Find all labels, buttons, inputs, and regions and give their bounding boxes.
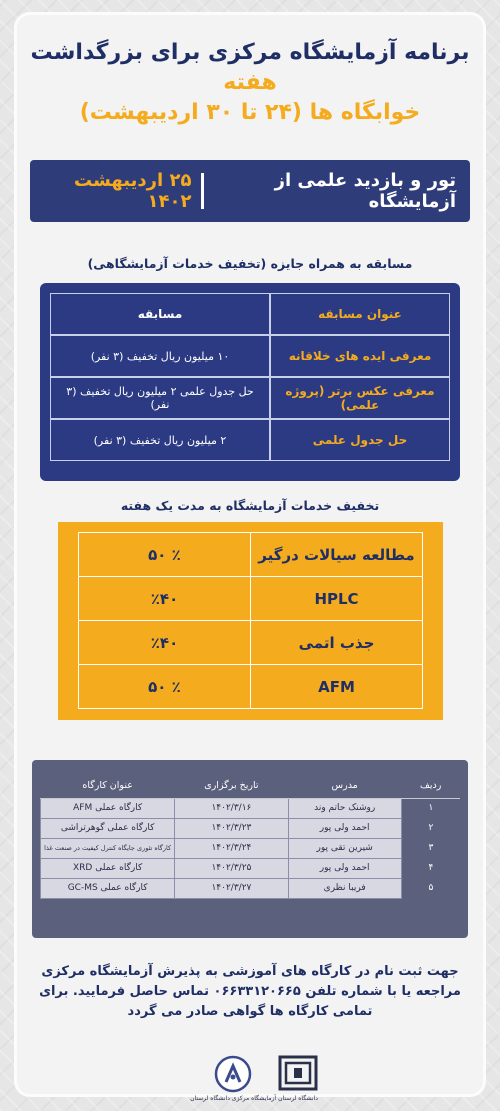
contest-header-row: [50, 293, 450, 335]
ws-title: کارگاه عملی گوهرتراشی: [41, 818, 175, 838]
contest-prize: ۲ میلیون ریال تخفیف (۳ نفر): [50, 419, 270, 461]
table-row: [41, 818, 461, 838]
table-row: [41, 878, 461, 898]
discount-row: [79, 665, 423, 709]
tour-separator: [201, 173, 204, 209]
discount-percent: ٪۴۰: [79, 577, 251, 621]
contest-table-box: [40, 283, 460, 481]
discount-row: [79, 577, 423, 621]
ws-teacher: شیرین تقی پور: [288, 838, 401, 858]
ws-date: ۱۴۰۲/۳/۲۷: [175, 878, 288, 898]
ws-num: ۲: [401, 818, 460, 838]
workshop-table-box: [32, 760, 468, 938]
contest-row: [50, 335, 450, 377]
table-row: [41, 838, 461, 858]
discount-service: AFM: [251, 665, 423, 709]
university-logo: [276, 1053, 320, 1102]
ws-title: کارگاه عملی AFM: [41, 798, 175, 818]
contest-row: [50, 377, 450, 419]
tour-date: ۲۵ اردیبهشت ۱۴۰۲: [74, 170, 192, 212]
logos: [190, 1046, 320, 1102]
workshop-header-row: [41, 774, 461, 798]
ws-header-title: عنوان کارگاه: [41, 774, 175, 798]
ws-title: کارگاه تئوری جایگاه کنترل کیفیت در صنعت غذا: [41, 838, 175, 858]
ws-num: ۴: [401, 858, 460, 878]
discount-percent: ٪ ۵۰: [79, 665, 251, 709]
ws-num: ۳: [401, 838, 460, 858]
discount-row: [79, 621, 423, 665]
university-emblem-icon: [276, 1053, 320, 1093]
tour-banner: [30, 160, 470, 222]
discount-row: [79, 533, 423, 577]
central-lab-logo: [190, 1055, 276, 1102]
ws-date: ۱۴۰۲/۳/۲۴: [175, 838, 288, 858]
contest-title: حل جدول علمی: [270, 419, 450, 461]
central-lab-emblem-icon: [214, 1055, 252, 1093]
contest-prize: ۱۰ میلیون ریال تخفیف (۳ نفر): [50, 335, 270, 377]
ws-teacher: فریبا نظری: [288, 878, 401, 898]
contest-section-title: مسابقه به همراه جایزه (تخفیف خدمات آزمایشگاهی): [87, 256, 413, 271]
discount-service: مطالعه سیالات درگیر: [251, 533, 423, 577]
contest-prize: حل جدول علمی ۲ میلیون ریال تخفیف (۳ نفر): [50, 377, 270, 419]
contest-title: معرفی عکس برتر (پروژه علمی): [270, 377, 450, 419]
ws-teacher: احمد ولی پور: [288, 858, 401, 878]
discount-percent: ٪۴۰: [79, 621, 251, 665]
ws-date: ۱۴۰۲/۳/۲۵: [175, 858, 288, 878]
ws-title: کارگاه عملی XRD: [41, 858, 175, 878]
ws-teacher: احمد ولی پور: [288, 818, 401, 838]
contest-header-title: عنوان مسابقه: [270, 293, 450, 335]
tour-text: تور و بازدید علمی از آزمایشگاه: [274, 170, 456, 212]
ws-teacher: روشنک حاتم وند: [288, 798, 401, 818]
discount-service: جذب اتمی: [251, 621, 423, 665]
ws-header-teacher: مدرس: [288, 774, 401, 798]
discount-section-title: تخفیف خدمات آزمایشگاه به مدت یک هفته: [120, 498, 380, 513]
title-line2: خوابگاه ها (۲۴ تا ۳۰ اردیبهشت): [79, 100, 421, 125]
workshop-table: [40, 774, 460, 899]
ws-header-num: ردیف: [401, 774, 460, 798]
discount-service: HPLC: [251, 577, 423, 621]
discount-table-box: [58, 522, 443, 720]
discount-percent: ٪ ۵۰: [79, 533, 251, 577]
contest-header-prize: مسابقه: [50, 293, 270, 335]
ws-num: ۱: [401, 798, 460, 818]
ws-header-date: تاریخ برگزاری: [175, 774, 288, 798]
ws-date: ۱۴۰۲/۳/۲۳: [175, 818, 288, 838]
central-lab-logo-caption: آزمایشگاه مرکزی دانشگاه لرستان: [190, 1095, 276, 1102]
title-line1: برنامه آزمایشگاه مرکزی برای بزرگداشت: [30, 40, 470, 65]
page-title: [30, 38, 470, 128]
ws-num: ۵: [401, 878, 460, 898]
discount-table: [78, 532, 423, 709]
university-logo-caption: دانشگاه لرستان: [278, 1095, 318, 1102]
contest-title: معرفی ایده های خلاقانه: [270, 335, 450, 377]
registration-note: جهت ثبت نام در کارگاه های آموزشی به پذیرش آزمایشگاه مرکزی مراجعه یا با شماره تلفن ۰۶۶۳۳۱۲۰۶۶۵ تماس حاصل فرمایید. برای تمامی کارگاه ها گواهی صادر می گردد: [39, 964, 461, 1019]
table-row: [41, 798, 461, 818]
table-row: [41, 858, 461, 878]
title-accent: هفته: [223, 70, 277, 95]
ws-title: کارگاه عملی GC-MS: [41, 878, 175, 898]
contest-table: [50, 293, 450, 461]
ws-date: ۱۴۰۲/۳/۱۶: [175, 798, 288, 818]
contest-row: [50, 419, 450, 461]
